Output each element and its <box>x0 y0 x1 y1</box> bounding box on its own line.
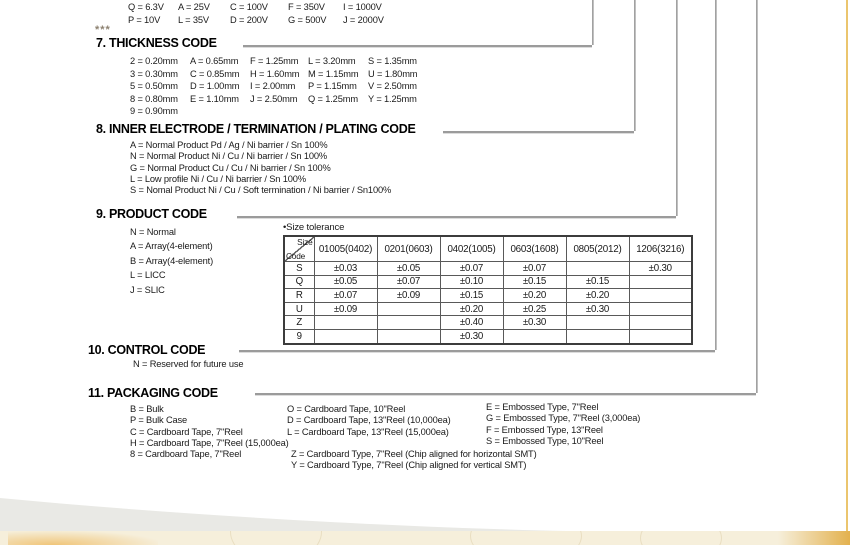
packaging-code-item: B = Bulk <box>130 404 164 414</box>
packaging-code-item: Z = Cardboard Type, 7"Reel (Chip aligned for horizontal SMT) <box>291 449 537 459</box>
tolerance-value <box>629 289 692 303</box>
size-tolerance-table <box>283 235 693 345</box>
product-code-item: B = Array(4-element) <box>130 255 214 266</box>
tolerance-value: ±0.20 <box>566 289 629 303</box>
connector-line-termination <box>634 0 636 131</box>
tolerance-value: ±0.30 <box>629 262 692 276</box>
gold-edge-line <box>846 0 848 531</box>
packaging-code-item: H = Cardboard Tape, 7"Reel (15,000ea) <box>130 437 289 448</box>
tolerance-value: ±0.30 <box>503 316 566 330</box>
row-code: R <box>284 289 314 303</box>
section-title-termination: 8. INNER ELECTRODE / TERMINATION / PLATING CODE <box>96 122 416 136</box>
column-header: 0603(1608) <box>503 236 566 262</box>
table-row <box>284 316 692 330</box>
thickness-code-item: Q = 1.25mm <box>308 93 358 104</box>
band-pattern-circle <box>640 531 722 545</box>
tolerance-value: ±0.15 <box>440 289 503 303</box>
tolerance-value: ±0.15 <box>503 275 566 289</box>
packaging-code-list-1 <box>130 404 289 460</box>
control-code-item: N = Reserved for future use <box>133 359 244 369</box>
packaging-code-item: 8 = Cardboard Tape, 7"Reel <box>130 449 242 460</box>
tolerance-value: ±0.07 <box>503 262 566 276</box>
tolerance-value: ±0.15 <box>566 275 629 289</box>
thickness-code-item: C = 0.85mm <box>190 68 240 79</box>
thickness-code-item: 9 = 0.90mm <box>130 106 178 117</box>
band-pattern-circle <box>470 531 582 545</box>
voltage-code-item: F = 350V <box>288 2 325 12</box>
tolerance-value: ±0.30 <box>566 302 629 316</box>
termination-code-list <box>130 140 391 196</box>
tolerance-value: ±0.40 <box>440 316 503 330</box>
thickness-code-item: F = 1.25mm <box>250 56 299 66</box>
column-header: 01005(0402) <box>314 236 377 262</box>
connector-line-thickness <box>592 0 594 45</box>
section-title-packaging: 11. PACKAGING CODE <box>88 386 218 400</box>
packaging-code-item: S = Embossed Type, 10"Reel <box>486 435 604 446</box>
tolerance-value <box>377 302 440 316</box>
section-title-thickness: 7. THICKNESS CODE <box>96 36 217 50</box>
product-code-list <box>130 225 213 297</box>
thickness-code-list <box>130 55 417 118</box>
termination-code-item: A = Normal Product Pd / Ag / Ni barrier / Sn 100% <box>130 140 328 150</box>
voltage-code-item: Q = 6.3V <box>128 2 164 12</box>
size-tolerance-caption: •Size tolerance <box>283 222 345 233</box>
rule-thickness <box>243 45 592 47</box>
row-code: S <box>284 262 314 276</box>
product-code-item: J = SLIC <box>130 284 165 295</box>
product-code-item: L = LICC <box>130 270 166 281</box>
voltage-code-item: C = 100V <box>230 2 268 12</box>
tolerance-value <box>629 316 692 330</box>
thickness-code-item: U = 1.80mm <box>368 68 418 79</box>
tolerance-value: ±0.07 <box>440 262 503 276</box>
thickness-code-item: 8 = 0.80mm <box>130 93 178 104</box>
packaging-code-item: D = Cardboard Tape, 13"Reel (10,000ea) <box>287 415 451 426</box>
row-code: Q <box>284 275 314 289</box>
connector-line-packaging <box>756 0 758 393</box>
voltage-code-item: A = 25V <box>178 2 210 12</box>
voltage-code-item: L = 35V <box>178 15 209 25</box>
connector-line-control <box>715 0 717 350</box>
band-pattern-circle <box>230 531 322 545</box>
packaging-code-item: G = Embossed Type, 7"Reel (3,000ea) <box>486 413 641 424</box>
table-row <box>284 289 692 303</box>
packaging-code-list-2b <box>291 449 537 472</box>
thickness-code-item: M = 1.15mm <box>308 68 359 79</box>
voltage-code-item: P = 10V <box>128 15 161 25</box>
rule-product <box>237 216 676 218</box>
section-title-product: 9. PRODUCT CODE <box>96 207 207 221</box>
tolerance-value: ±0.30 <box>440 329 503 343</box>
packaging-code-item: E = Embossed Type, 7"Reel <box>486 402 599 412</box>
voltage-code-item: G = 500V <box>288 15 327 25</box>
corner-label-code: Code <box>286 251 306 261</box>
table-row <box>284 302 692 316</box>
thickness-code-item: P = 1.15mm <box>308 81 357 92</box>
thickness-code-item: 5 = 0.50mm <box>130 81 178 92</box>
tolerance-value <box>314 329 377 343</box>
packaging-code-item: C = Cardboard Tape, 7"Reel <box>130 426 243 437</box>
column-header: 0805(2012) <box>566 236 629 262</box>
thickness-code-item: 2 = 0.20mm <box>130 56 178 66</box>
thickness-code-item: J = 2.50mm <box>250 93 298 104</box>
packaging-code-item: Y = Cardboard Type, 7"Reel (Chip aligned for vertical SMT) <box>291 460 527 471</box>
packaging-code-list-3 <box>486 402 640 447</box>
tolerance-value <box>377 329 440 343</box>
row-code: Z <box>284 316 314 330</box>
tolerance-value <box>629 275 692 289</box>
table-header-row <box>284 236 692 262</box>
row-code: U <box>284 302 314 316</box>
thickness-code-item: I = 2.00mm <box>250 81 296 92</box>
thickness-code-item: V = 2.50mm <box>368 81 417 92</box>
section-title-control: 10. CONTROL CODE <box>88 343 206 357</box>
termination-code-item: G = Normal Product Cu / Cu / Ni barrier / Sn 100% <box>130 162 331 173</box>
footer-band <box>0 531 850 545</box>
column-header: 1206(3216) <box>629 236 692 262</box>
rule-packaging <box>255 393 756 395</box>
column-header: 0201(0603) <box>377 236 440 262</box>
thickness-code-item: H = 1.60mm <box>250 68 300 79</box>
control-code-list <box>133 359 243 370</box>
tolerance-value: ±0.03 <box>314 262 377 276</box>
tolerance-value <box>629 329 692 343</box>
rule-control <box>239 350 715 352</box>
thickness-code-item: Y = 1.25mm <box>368 93 417 104</box>
voltage-code-item: J = 2000V <box>343 15 384 25</box>
packaging-code-item: L = Cardboard Tape, 13"Reel (15,000ea) <box>287 426 449 437</box>
table-corner-cell <box>284 236 314 262</box>
connector-line-product <box>676 0 678 216</box>
tolerance-value <box>377 316 440 330</box>
termination-code-item: L = Low profile Ni / Cu / Ni barrier / Sn 100% <box>130 173 306 184</box>
product-code-item: N = Normal <box>130 227 176 237</box>
tolerance-value: ±0.20 <box>440 302 503 316</box>
packaging-code-item: P = Bulk Case <box>130 415 188 426</box>
tolerance-value: ±0.09 <box>377 289 440 303</box>
row-code: 9 <box>284 329 314 343</box>
thickness-code-item: S = 1.35mm <box>368 56 417 66</box>
band-left-glow <box>8 531 158 545</box>
voltage-code-list <box>128 1 384 27</box>
tolerance-value <box>566 329 629 343</box>
tolerance-value: ±0.20 <box>503 289 566 303</box>
tolerance-value: ±0.05 <box>377 262 440 276</box>
table-row <box>284 275 692 289</box>
tolerance-value <box>314 316 377 330</box>
tolerance-value: ±0.09 <box>314 302 377 316</box>
thickness-code-item: D = 1.00mm <box>190 81 240 92</box>
packaging-code-item: O = Cardboard Tape, 10"Reel <box>287 404 406 414</box>
tolerance-value: ±0.07 <box>314 289 377 303</box>
voltage-code-item: D = 200V <box>230 15 268 25</box>
table-row <box>284 262 692 276</box>
packaging-code-item: F = Embossed Type, 13"Reel <box>486 424 603 435</box>
footnote-stars: *** <box>95 24 111 36</box>
tolerance-value: ±0.25 <box>503 302 566 316</box>
tolerance-value: ±0.10 <box>440 275 503 289</box>
tolerance-value <box>566 262 629 276</box>
band-right-gold-corner <box>778 531 850 545</box>
tolerance-value <box>566 316 629 330</box>
termination-code-item: N = Normal Product Ni / Cu / Ni barrier / Sn 100% <box>130 151 327 162</box>
thickness-code-item: L = 3.20mm <box>308 56 356 66</box>
corner-label-size: Size <box>297 237 313 247</box>
tolerance-value: ±0.07 <box>377 275 440 289</box>
product-code-item: A = Array(4-element) <box>130 241 213 252</box>
packaging-code-list-2 <box>287 404 451 438</box>
tolerance-value: ±0.05 <box>314 275 377 289</box>
tolerance-value <box>629 302 692 316</box>
voltage-code-item: I = 1000V <box>343 2 382 12</box>
thickness-code-item: A = 0.65mm <box>190 56 239 66</box>
thickness-code-item: 3 = 0.30mm <box>130 68 178 79</box>
table-row <box>284 329 692 343</box>
column-header: 0402(1005) <box>440 236 503 262</box>
tolerance-value <box>503 329 566 343</box>
termination-code-item: S = Nomal Product Ni / Cu / Soft termination / Ni barrier / Sn100% <box>130 185 392 196</box>
thickness-code-item: E = 1.10mm <box>190 93 239 104</box>
rule-termination <box>443 131 634 133</box>
